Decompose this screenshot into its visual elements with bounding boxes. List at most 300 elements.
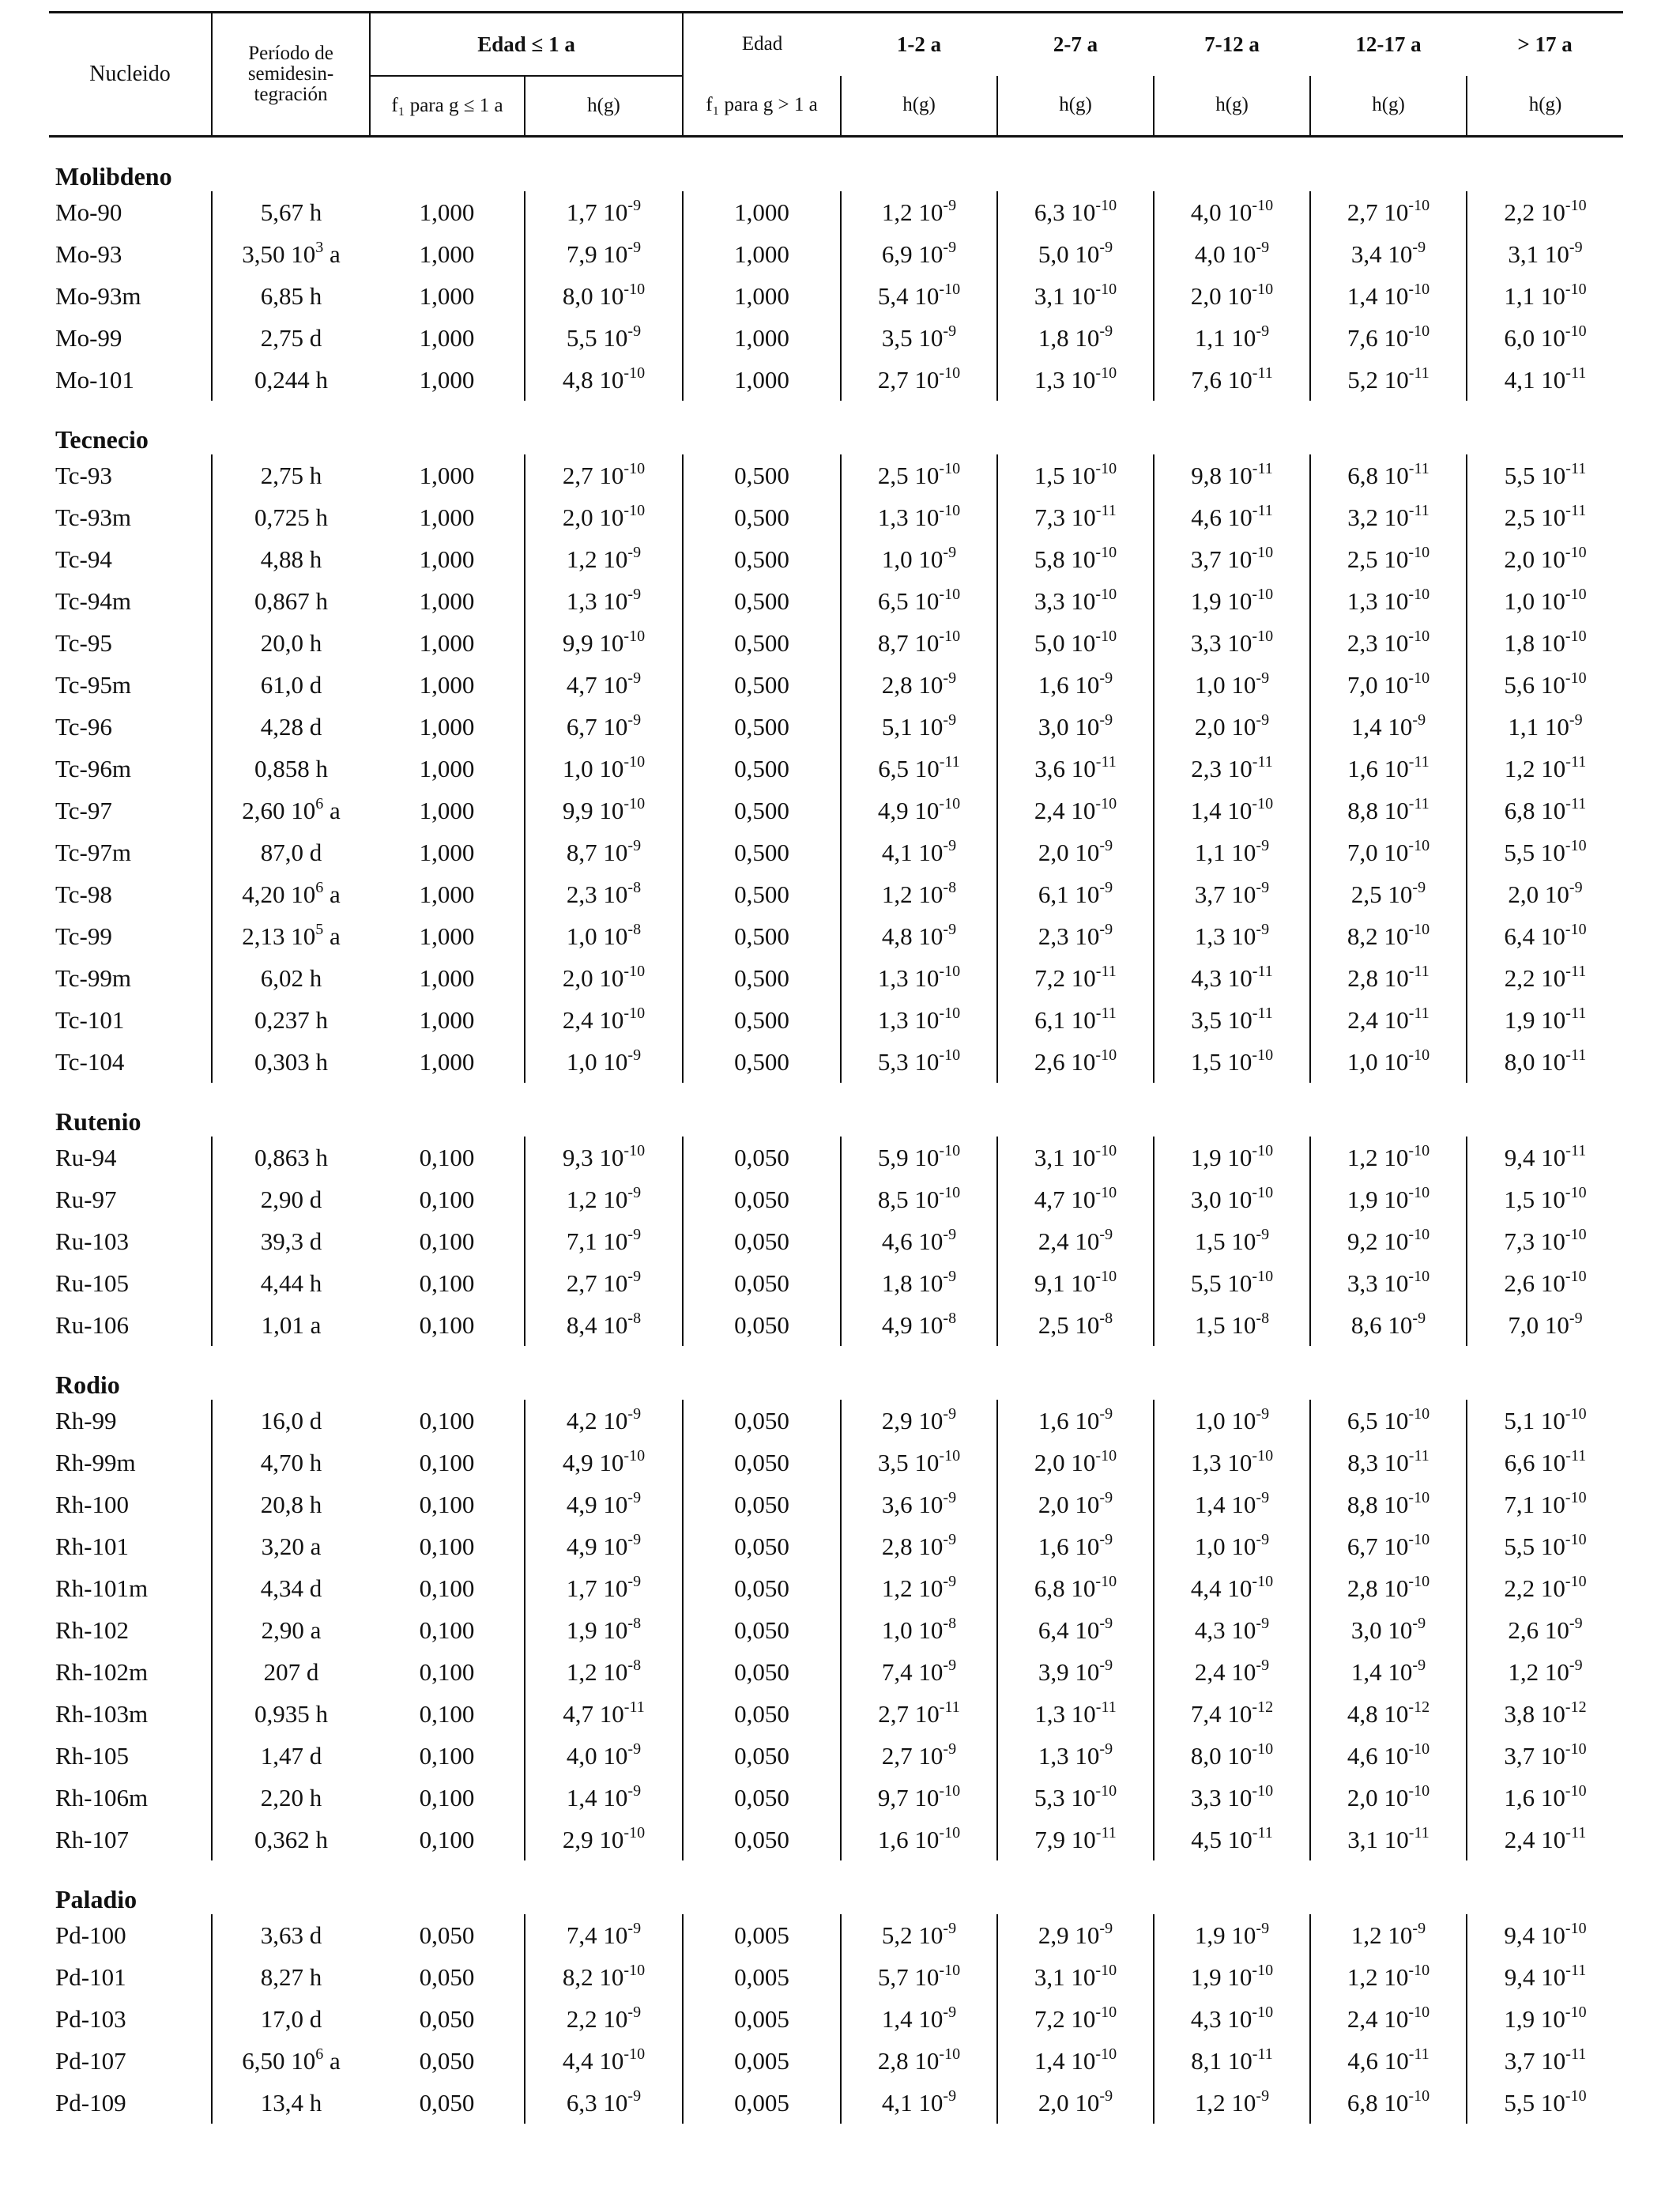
cell-h-2-7: 1,3 $10^{-10}$ (997, 359, 1154, 401)
cell-f1-le1: 1,000 (419, 365, 475, 394)
cell-f1-gt1: 1,000 (683, 275, 841, 317)
cell-h-7-12: 9,8 $10^{-11}$ (1154, 454, 1310, 496)
cell-h-7-12: 1,0 $10^{-9}$ (1154, 664, 1310, 706)
cell-h-2-7: 5,3 $10^{-10}$ (997, 1777, 1154, 1819)
cell-h-gt17: 7,1 $10^{-10}$ (1467, 1483, 1623, 1525)
cell-h-gt17: 9,4 $10^{-11}$ (1467, 1137, 1623, 1178)
table-row (49, 2040, 1623, 2082)
cell-h-2-7: 3,1 $10^{-10}$ (997, 275, 1154, 317)
cell-h-7-12: 7,6 $10^{-11}$ (1154, 359, 1310, 401)
cell-h-12-17: 1,4 $10^{-10}$ (1310, 275, 1467, 317)
cell-h-7-12: 1,9 $10^{-10}$ (1154, 580, 1310, 622)
cell-h-gt17: 6,8 $10^{-11}$ (1467, 790, 1623, 831)
cell-periodo: 0,863 h (212, 1137, 370, 1178)
cell-h-le1: 1,7 $10^{-9}$ (525, 1567, 683, 1609)
group-row (49, 1083, 1623, 1137)
cell-h-12-17: 1,0 $10^{-10}$ (1310, 1041, 1467, 1083)
table-row (49, 1735, 1623, 1777)
table-row (49, 1525, 1623, 1567)
dose-coefficient-table (49, 11, 1623, 2124)
cell-nucleido: Rh-99 (55, 1406, 117, 1434)
cell-h-1-2: 4,8 $10^{-9}$ (841, 915, 997, 957)
header-age-7-12: 7-12 a (1204, 32, 1260, 57)
cell-h-le1: 1,4 $10^{-9}$ (525, 1777, 683, 1819)
cell-h-12-17: 1,6 $10^{-11}$ (1310, 748, 1467, 790)
cell-h-2-7: 2,5 $10^{-8}$ (997, 1304, 1154, 1346)
element-group-heading: Molibdeno (55, 162, 172, 190)
cell-h-12-17: 1,2 $10^{-10}$ (1310, 1137, 1467, 1178)
cell-nucleido: Mo-93 (55, 239, 122, 268)
cell-h-7-12: 1,5 $10^{-8}$ (1154, 1304, 1310, 1346)
table-row (49, 359, 1623, 401)
cell-periodo: 87,0 d (212, 831, 370, 873)
cell-nucleido: Ru-103 (55, 1227, 129, 1255)
cell-f1-gt1: 0,050 (683, 1304, 841, 1346)
cell-h-gt17: 9,4 $10^{-11}$ (1467, 1956, 1623, 1998)
cell-h-gt17: 5,5 $10^{-10}$ (1467, 831, 1623, 873)
cell-f1-gt1: 0,050 (683, 1178, 841, 1220)
cell-h-2-7: 6,4 $10^{-9}$ (997, 1609, 1154, 1651)
cell-h-2-7: 4,7 $10^{-10}$ (997, 1178, 1154, 1220)
cell-f1-gt1: 0,005 (683, 2082, 841, 2124)
table-header (49, 13, 1623, 137)
cell-f1-gt1: 0,050 (683, 1609, 841, 1651)
cell-h-1-2: 2,9 $10^{-9}$ (841, 1400, 997, 1442)
cell-h-12-17: 7,0 $10^{-10}$ (1310, 664, 1467, 706)
cell-f1-gt1: 0,050 (683, 1220, 841, 1262)
cell-h-7-12: 1,3 $10^{-9}$ (1154, 915, 1310, 957)
cell-h-7-12: 3,7 $10^{-9}$ (1154, 873, 1310, 915)
cell-f1-le1: 0,100 (419, 1574, 475, 1602)
cell-nucleido: Tc-97 (55, 796, 112, 824)
table-row (49, 1651, 1623, 1693)
cell-h-le1: 6,3 $10^{-9}$ (525, 2082, 683, 2124)
cell-f1-gt1: 0,005 (683, 1998, 841, 2040)
cell-f1-le1: 1,000 (419, 239, 475, 268)
table-row (49, 2082, 1623, 2124)
cell-h-1-2: 4,1 $10^{-9}$ (841, 831, 997, 873)
cell-h-gt17: 2,6 $10^{-10}$ (1467, 1262, 1623, 1304)
cell-h-7-12: 2,4 $10^{-9}$ (1154, 1651, 1310, 1693)
cell-periodo: 2,20 h (212, 1777, 370, 1819)
cell-h-le1: 4,9 $10^{-10}$ (525, 1442, 683, 1483)
cell-f1-gt1: 0,050 (683, 1819, 841, 1860)
cell-h-1-2: 2,7 $10^{-9}$ (841, 1735, 997, 1777)
header-nucleido: Nucleido (89, 62, 171, 87)
cell-periodo: 2,60 $10^6$ a (212, 790, 370, 831)
element-group-heading: Rutenio (55, 1107, 141, 1136)
cell-h-2-7: 5,0 $10^{-10}$ (997, 622, 1154, 664)
cell-h-7-12: 1,5 $10^{-9}$ (1154, 1220, 1310, 1262)
cell-periodo: 6,85 h (212, 275, 370, 317)
cell-h-2-7: 7,2 $10^{-10}$ (997, 1998, 1154, 2040)
table-row (49, 999, 1623, 1041)
table-row (49, 496, 1623, 538)
cell-f1-le1: 0,100 (419, 1699, 475, 1728)
cell-h-gt17: 7,3 $10^{-10}$ (1467, 1220, 1623, 1262)
table-row (49, 1304, 1623, 1346)
cell-h-12-17: 9,2 $10^{-10}$ (1310, 1220, 1467, 1262)
cell-f1-le1: 0,100 (419, 1825, 475, 1853)
cell-h-12-17: 3,0 $10^{-9}$ (1310, 1609, 1467, 1651)
cell-f1-gt1: 1,000 (683, 317, 841, 359)
cell-h-1-2: 1,3 $10^{-10}$ (841, 999, 997, 1041)
table-row (49, 1400, 1623, 1442)
cell-h-le1: 4,9 $10^{-9}$ (525, 1483, 683, 1525)
cell-h-le1: 4,8 $10^{-10}$ (525, 359, 683, 401)
cell-periodo: 20,8 h (212, 1483, 370, 1525)
cell-periodo: 20,0 h (212, 622, 370, 664)
cell-f1-le1: 1,000 (419, 1047, 475, 1076)
cell-f1-le1: 1,000 (419, 1005, 475, 1034)
cell-h-gt17: 3,1 $10^{-9}$ (1467, 233, 1623, 275)
cell-h-7-12: 4,0 $10^{-10}$ (1154, 191, 1310, 233)
cell-f1-le1: 1,000 (419, 712, 475, 741)
cell-f1-gt1: 0,500 (683, 790, 841, 831)
cell-f1-gt1: 0,050 (683, 1651, 841, 1693)
cell-h-2-7: 6,1 $10^{-11}$ (997, 999, 1154, 1041)
cell-f1-gt1: 0,005 (683, 2040, 841, 2082)
cell-nucleido: Rh-107 (55, 1825, 129, 1853)
table-row (49, 1178, 1623, 1220)
cell-h-gt17: 1,9 $10^{-11}$ (1467, 999, 1623, 1041)
cell-periodo: 4,44 h (212, 1262, 370, 1304)
cell-h-gt17: 1,5 $10^{-10}$ (1467, 1178, 1623, 1220)
cell-h-gt17: 4,1 $10^{-11}$ (1467, 359, 1623, 401)
cell-periodo: 16,0 d (212, 1400, 370, 1442)
cell-h-7-12: 1,0 $10^{-9}$ (1154, 1525, 1310, 1567)
cell-h-1-2: 5,9 $10^{-10}$ (841, 1137, 997, 1178)
cell-f1-le1: 1,000 (419, 670, 475, 699)
cell-h-12-17: 2,4 $10^{-11}$ (1310, 999, 1467, 1041)
header-age-12-17: 12-17 a (1355, 32, 1422, 57)
header-hg-gt17: h(g) (1467, 76, 1623, 137)
cell-f1-le1: 1,000 (419, 922, 475, 950)
header-f1-le1: f₁ para g ≤ 1 a (370, 76, 525, 137)
cell-h-7-12: 7,4 $10^{-12}$ (1154, 1693, 1310, 1735)
table-row (49, 1262, 1623, 1304)
header-edad: Edad (683, 13, 841, 77)
cell-h-le1: 1,0 $10^{-10}$ (525, 748, 683, 790)
cell-nucleido: Tc-95m (55, 670, 131, 699)
cell-h-le1: 1,0 $10^{-8}$ (525, 915, 683, 957)
cell-h-7-12: 1,1 $10^{-9}$ (1154, 831, 1310, 873)
cell-h-2-7: 2,3 $10^{-9}$ (997, 915, 1154, 957)
cell-h-2-7: 5,8 $10^{-10}$ (997, 538, 1154, 580)
header-edad-le1: Edad ≤ 1 a (370, 13, 683, 77)
cell-f1-gt1: 0,500 (683, 831, 841, 873)
cell-h-1-2: 1,3 $10^{-10}$ (841, 957, 997, 999)
cell-h-1-2: 2,5 $10^{-10}$ (841, 454, 997, 496)
cell-f1-le1: 1,000 (419, 628, 475, 657)
table-row (49, 664, 1623, 706)
table-row (49, 1041, 1623, 1083)
cell-h-2-7: 7,2 $10^{-11}$ (997, 957, 1154, 999)
cell-f1-gt1: 1,000 (683, 233, 841, 275)
cell-h-1-2: 1,2 $10^{-9}$ (841, 1567, 997, 1609)
cell-h-1-2: 6,9 $10^{-9}$ (841, 233, 997, 275)
cell-h-12-17: 2,3 $10^{-10}$ (1310, 622, 1467, 664)
cell-f1-le1: 1,000 (419, 838, 475, 866)
cell-periodo: 4,34 d (212, 1567, 370, 1609)
cell-periodo: 6,02 h (212, 957, 370, 999)
cell-f1-le1: 1,000 (419, 281, 475, 310)
cell-h-12-17: 6,8 $10^{-10}$ (1310, 2082, 1467, 2124)
cell-f1-le1: 0,050 (419, 1962, 475, 1991)
cell-h-le1: 9,3 $10^{-10}$ (525, 1137, 683, 1178)
cell-nucleido: Rh-101 (55, 1532, 129, 1560)
cell-h-2-7: 5,0 $10^{-9}$ (997, 233, 1154, 275)
cell-h-7-12: 1,2 $10^{-9}$ (1154, 2082, 1310, 2124)
cell-f1-gt1: 0,050 (683, 1735, 841, 1777)
cell-h-gt17: 9,4 $10^{-10}$ (1467, 1914, 1623, 1956)
cell-h-le1: 8,7 $10^{-9}$ (525, 831, 683, 873)
cell-f1-gt1: 0,500 (683, 580, 841, 622)
cell-h-1-2: 5,7 $10^{-10}$ (841, 1956, 997, 1998)
cell-nucleido: Ru-97 (55, 1185, 117, 1213)
cell-h-7-12: 4,5 $10^{-11}$ (1154, 1819, 1310, 1860)
cell-h-7-12: 1,9 $10^{-10}$ (1154, 1956, 1310, 1998)
cell-h-7-12: 4,0 $10^{-9}$ (1154, 233, 1310, 275)
cell-h-12-17: 6,8 $10^{-11}$ (1310, 454, 1467, 496)
table-row (49, 1137, 1623, 1178)
cell-h-12-17: 2,4 $10^{-10}$ (1310, 1998, 1467, 2040)
cell-periodo: 3,20 a (212, 1525, 370, 1567)
cell-h-1-2: 6,5 $10^{-11}$ (841, 748, 997, 790)
cell-f1-gt1: 0,500 (683, 454, 841, 496)
cell-h-le1: 2,2 $10^{-9}$ (525, 1998, 683, 2040)
cell-h-1-2: 2,8 $10^{-9}$ (841, 1525, 997, 1567)
cell-nucleido: Pd-101 (55, 1962, 126, 1991)
cell-h-1-2: 7,4 $10^{-9}$ (841, 1651, 997, 1693)
header-age-2-7: 2-7 a (1053, 32, 1098, 57)
cell-periodo: 0,303 h (212, 1041, 370, 1083)
cell-h-le1: 4,2 $10^{-9}$ (525, 1400, 683, 1442)
cell-h-1-2: 3,5 $10^{-9}$ (841, 317, 997, 359)
cell-h-le1: 2,7 $10^{-9}$ (525, 1262, 683, 1304)
cell-h-7-12: 1,4 $10^{-10}$ (1154, 790, 1310, 831)
cell-nucleido: Pd-103 (55, 2004, 126, 2033)
cell-h-le1: 8,4 $10^{-8}$ (525, 1304, 683, 1346)
table-row (49, 1220, 1623, 1262)
cell-h-12-17: 1,2 $10^{-9}$ (1310, 1914, 1467, 1956)
table-row (49, 1819, 1623, 1860)
cell-h-2-7: 6,3 $10^{-10}$ (997, 191, 1154, 233)
cell-h-7-12: 8,0 $10^{-10}$ (1154, 1735, 1310, 1777)
cell-h-12-17: 1,4 $10^{-9}$ (1310, 706, 1467, 748)
cell-nucleido: Rh-103m (55, 1699, 149, 1728)
cell-h-12-17: 1,9 $10^{-10}$ (1310, 1178, 1467, 1220)
cell-f1-le1: 1,000 (419, 754, 475, 782)
group-row (49, 1860, 1623, 1914)
cell-h-2-7: 2,9 $10^{-9}$ (997, 1914, 1154, 1956)
cell-h-7-12: 1,4 $10^{-9}$ (1154, 1483, 1310, 1525)
cell-h-2-7: 3,3 $10^{-10}$ (997, 580, 1154, 622)
cell-f1-le1: 0,100 (419, 1741, 475, 1770)
cell-h-2-7: 1,4 $10^{-10}$ (997, 2040, 1154, 2082)
cell-f1-gt1: 0,050 (683, 1262, 841, 1304)
cell-h-1-2: 3,5 $10^{-10}$ (841, 1442, 997, 1483)
cell-h-1-2: 4,6 $10^{-9}$ (841, 1220, 997, 1262)
cell-h-2-7: 3,9 $10^{-9}$ (997, 1651, 1154, 1693)
cell-h-1-2: 4,9 $10^{-10}$ (841, 790, 997, 831)
cell-h-12-17: 8,6 $10^{-9}$ (1310, 1304, 1467, 1346)
table-row (49, 1777, 1623, 1819)
cell-h-2-7: 2,0 $10^{-10}$ (997, 1442, 1154, 1483)
cell-periodo: 2,75 h (212, 454, 370, 496)
cell-f1-gt1: 0,005 (683, 1956, 841, 1998)
cell-h-12-17: 7,6 $10^{-10}$ (1310, 317, 1467, 359)
cell-h-7-12: 1,1 $10^{-9}$ (1154, 317, 1310, 359)
cell-f1-le1: 0,050 (419, 2046, 475, 2075)
cell-f1-gt1: 0,500 (683, 748, 841, 790)
group-row (49, 1346, 1623, 1400)
cell-periodo: 8,27 h (212, 1956, 370, 1998)
cell-f1-gt1: 0,500 (683, 538, 841, 580)
cell-h-2-7: 6,8 $10^{-10}$ (997, 1567, 1154, 1609)
cell-h-2-7: 1,6 $10^{-9}$ (997, 664, 1154, 706)
table-row (49, 1956, 1623, 1998)
cell-nucleido: Tc-96 (55, 712, 112, 741)
cell-nucleido: Mo-101 (55, 365, 134, 394)
cell-nucleido: Ru-106 (55, 1310, 129, 1339)
header-f1-gt1: f₁ para g > 1 a (683, 76, 841, 137)
cell-h-7-12: 2,0 $10^{-9}$ (1154, 706, 1310, 748)
cell-h-gt17: 3,7 $10^{-11}$ (1467, 2040, 1623, 2082)
cell-h-12-17: 7,0 $10^{-10}$ (1310, 831, 1467, 873)
cell-h-gt17: 1,8 $10^{-10}$ (1467, 622, 1623, 664)
table-row (49, 538, 1623, 580)
cell-nucleido: Ru-94 (55, 1143, 117, 1171)
cell-f1-gt1: 0,050 (683, 1567, 841, 1609)
cell-h-le1: 1,2 $10^{-8}$ (525, 1651, 683, 1693)
cell-h-1-2: 9,7 $10^{-10}$ (841, 1777, 997, 1819)
cell-f1-gt1: 0,500 (683, 957, 841, 999)
cell-h-2-7: 2,0 $10^{-9}$ (997, 831, 1154, 873)
cell-h-le1: 4,7 $10^{-9}$ (525, 664, 683, 706)
cell-h-7-12: 2,3 $10^{-11}$ (1154, 748, 1310, 790)
cell-h-1-2: 2,7 $10^{-10}$ (841, 359, 997, 401)
cell-h-le1: 9,9 $10^{-10}$ (525, 790, 683, 831)
cell-f1-gt1: 0,005 (683, 1914, 841, 1956)
cell-h-1-2: 1,2 $10^{-8}$ (841, 873, 997, 915)
cell-periodo: 5,67 h (212, 191, 370, 233)
cell-h-le1: 1,9 $10^{-8}$ (525, 1609, 683, 1651)
cell-h-1-2: 8,5 $10^{-10}$ (841, 1178, 997, 1220)
cell-f1-le1: 0,100 (419, 1783, 475, 1811)
cell-h-gt17: 6,6 $10^{-11}$ (1467, 1442, 1623, 1483)
cell-h-7-12: 4,4 $10^{-10}$ (1154, 1567, 1310, 1609)
cell-h-2-7: 2,4 $10^{-10}$ (997, 790, 1154, 831)
cell-nucleido: Tc-93m (55, 503, 131, 531)
cell-h-1-2: 2,8 $10^{-9}$ (841, 664, 997, 706)
cell-h-le1: 7,9 $10^{-9}$ (525, 233, 683, 275)
table-body (49, 137, 1623, 2124)
cell-h-12-17: 1,4 $10^{-9}$ (1310, 1651, 1467, 1693)
cell-h-2-7: 1,6 $10^{-9}$ (997, 1400, 1154, 1442)
cell-nucleido: Tc-101 (55, 1005, 125, 1034)
cell-h-le1: 7,4 $10^{-9}$ (525, 1914, 683, 1956)
cell-h-1-2: 1,3 $10^{-10}$ (841, 496, 997, 538)
cell-f1-le1: 0,100 (419, 1406, 475, 1434)
cell-f1-gt1: 1,000 (683, 359, 841, 401)
cell-h-2-7: 2,6 $10^{-10}$ (997, 1041, 1154, 1083)
element-group-heading: Tecnecio (55, 425, 149, 454)
table-row (49, 275, 1623, 317)
table-row (49, 622, 1623, 664)
cell-h-12-17: 6,5 $10^{-10}$ (1310, 1400, 1467, 1442)
cell-h-gt17: 1,9 $10^{-10}$ (1467, 1998, 1623, 2040)
cell-nucleido: Mo-93m (55, 281, 141, 310)
cell-f1-le1: 0,100 (419, 1269, 475, 1297)
cell-h-le1: 2,0 $10^{-10}$ (525, 957, 683, 999)
cell-h-1-2: 5,1 $10^{-9}$ (841, 706, 997, 748)
cell-periodo: 6,50 $10^6$ a (212, 2040, 370, 2082)
cell-h-7-12: 3,7 $10^{-10}$ (1154, 538, 1310, 580)
header-hg-1-2: h(g) (841, 76, 997, 137)
element-group-heading: Paladio (55, 1885, 137, 1913)
cell-h-2-7: 2,0 $10^{-9}$ (997, 1483, 1154, 1525)
cell-periodo: 17,0 d (212, 1998, 370, 2040)
cell-nucleido: Tc-104 (55, 1047, 125, 1076)
table-row (49, 831, 1623, 873)
cell-h-gt17: 6,4 $10^{-10}$ (1467, 915, 1623, 957)
cell-h-gt17: 2,2 $10^{-10}$ (1467, 1567, 1623, 1609)
cell-nucleido: Rh-102 (55, 1615, 129, 1644)
cell-h-1-2: 1,0 $10^{-8}$ (841, 1609, 997, 1651)
cell-h-7-12: 3,3 $10^{-10}$ (1154, 1777, 1310, 1819)
cell-f1-le1: 1,000 (419, 586, 475, 615)
cell-h-le1: 4,4 $10^{-10}$ (525, 2040, 683, 2082)
cell-periodo: 1,47 d (212, 1735, 370, 1777)
cell-nucleido: Rh-105 (55, 1741, 129, 1770)
cell-h-12-17: 2,8 $10^{-11}$ (1310, 957, 1467, 999)
table-row (49, 957, 1623, 999)
cell-h-1-2: 1,4 $10^{-9}$ (841, 1998, 997, 2040)
cell-h-7-12: 1,3 $10^{-10}$ (1154, 1442, 1310, 1483)
cell-h-le1: 1,0 $10^{-9}$ (525, 1041, 683, 1083)
group-row (49, 137, 1623, 192)
cell-h-gt17: 2,2 $10^{-11}$ (1467, 957, 1623, 999)
cell-f1-le1: 1,000 (419, 323, 475, 352)
cell-h-7-12: 4,3 $10^{-10}$ (1154, 1998, 1310, 2040)
cell-h-le1: 2,4 $10^{-10}$ (525, 999, 683, 1041)
cell-h-2-7: 7,9 $10^{-11}$ (997, 1819, 1154, 1860)
cell-periodo: 2,90 a (212, 1609, 370, 1651)
cell-h-gt17: 1,6 $10^{-10}$ (1467, 1777, 1623, 1819)
cell-f1-le1: 0,100 (419, 1143, 475, 1171)
cell-h-12-17: 3,1 $10^{-11}$ (1310, 1819, 1467, 1860)
cell-nucleido: Rh-106m (55, 1783, 149, 1811)
cell-h-7-12: 2,0 $10^{-10}$ (1154, 275, 1310, 317)
cell-h-12-17: 3,4 $10^{-9}$ (1310, 233, 1467, 275)
table-row (49, 1914, 1623, 1956)
table-row (49, 1693, 1623, 1735)
cell-periodo: 4,88 h (212, 538, 370, 580)
cell-h-2-7: 1,3 $10^{-9}$ (997, 1735, 1154, 1777)
cell-h-1-2: 6,5 $10^{-10}$ (841, 580, 997, 622)
cell-periodo: 3,50 $10^3$ a (212, 233, 370, 275)
cell-f1-gt1: 1,000 (683, 191, 841, 233)
cell-h-12-17: 8,8 $10^{-11}$ (1310, 790, 1467, 831)
group-row (49, 401, 1623, 454)
cell-f1-le1: 1,000 (419, 461, 475, 489)
cell-h-2-7: 9,1 $10^{-10}$ (997, 1262, 1154, 1304)
cell-h-12-17: 2,7 $10^{-10}$ (1310, 191, 1467, 233)
cell-nucleido: Pd-109 (55, 2088, 126, 2117)
cell-h-7-12: 1,0 $10^{-9}$ (1154, 1400, 1310, 1442)
cell-h-1-2: 1,8 $10^{-9}$ (841, 1262, 997, 1304)
